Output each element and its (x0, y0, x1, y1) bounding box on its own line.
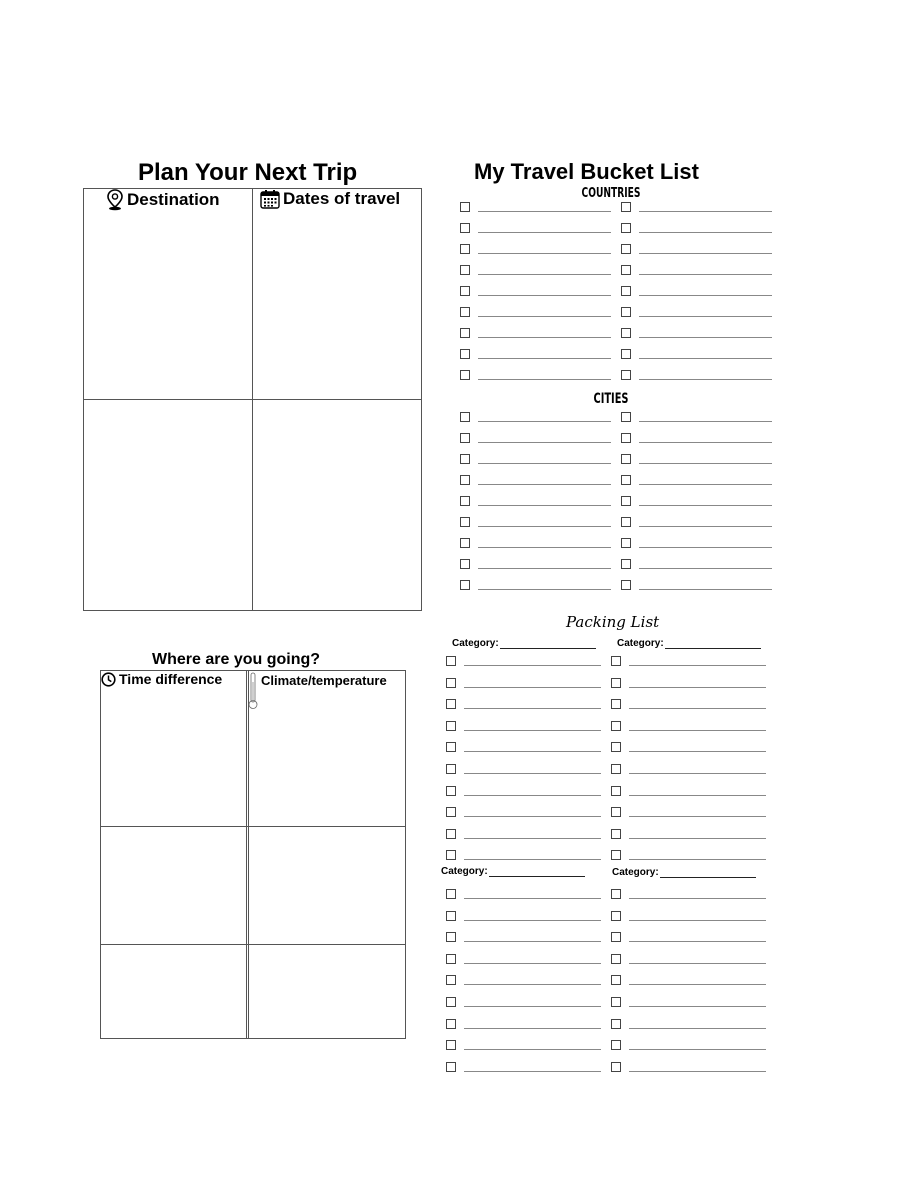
city-checkbox[interactable] (621, 433, 631, 443)
packing-item-checkbox[interactable] (446, 786, 456, 796)
city-write-line[interactable] (478, 547, 611, 548)
packing-item-checkbox[interactable] (446, 954, 456, 964)
packing-item-checkbox[interactable] (446, 678, 456, 688)
packing-item-write-line[interactable] (464, 859, 601, 860)
packing-item-write-line[interactable] (464, 1071, 601, 1072)
country-write-line[interactable] (478, 316, 611, 317)
packing-item-write-line[interactable] (629, 898, 766, 899)
packing-item-checkbox[interactable] (611, 807, 621, 817)
city-checkbox[interactable] (621, 580, 631, 590)
packing-item-write-line[interactable] (629, 751, 766, 752)
country-write-line[interactable] (639, 316, 772, 317)
country-checkbox[interactable] (621, 349, 631, 359)
packing-item-write-line[interactable] (464, 941, 601, 942)
city-write-line[interactable] (639, 442, 772, 443)
city-checkbox[interactable] (460, 412, 470, 422)
packing-item-checkbox[interactable] (611, 721, 621, 731)
thermometer-icon (248, 672, 258, 710)
city-write-line[interactable] (478, 526, 611, 527)
packing-item-write-line[interactable] (464, 687, 601, 688)
country-checkbox[interactable] (460, 349, 470, 359)
city-write-line[interactable] (478, 484, 611, 485)
location-pin-icon (106, 189, 124, 211)
country-write-line[interactable] (639, 358, 772, 359)
country-checkbox[interactable] (460, 328, 470, 338)
country-write-line[interactable] (478, 232, 611, 233)
dates-header (260, 189, 400, 209)
country-checkbox[interactable] (460, 244, 470, 254)
category-3-label: Category: (441, 866, 488, 877)
city-write-line[interactable] (639, 484, 772, 485)
country-checkbox[interactable] (460, 223, 470, 233)
destination-label: Destination (127, 190, 220, 209)
category-1-label: Category: (452, 638, 499, 649)
city-checkbox[interactable] (460, 559, 470, 569)
packing-item-write-line[interactable] (464, 751, 601, 752)
going-grid (100, 670, 406, 1039)
countries-label: COUNTRIES (581, 186, 641, 201)
category-2-label: Category: (617, 638, 664, 649)
packing-item-checkbox[interactable] (446, 1019, 456, 1029)
packing-item-write-line[interactable] (464, 730, 601, 731)
packing-item-checkbox[interactable] (611, 1040, 621, 1050)
packing-item-checkbox[interactable] (611, 742, 621, 752)
packing-title: Packing List (566, 613, 660, 631)
country-checkbox[interactable] (460, 370, 470, 380)
city-checkbox[interactable] (621, 559, 631, 569)
country-write-line[interactable] (478, 253, 611, 254)
country-write-line[interactable] (478, 211, 611, 212)
packing-item-write-line[interactable] (464, 898, 601, 899)
destination-header (106, 189, 220, 211)
country-write-line[interactable] (478, 274, 611, 275)
packing-item-checkbox[interactable] (611, 656, 621, 666)
city-checkbox[interactable] (460, 496, 470, 506)
going-grid-divider-v (246, 670, 247, 1039)
plan-title: Plan Your Next Trip (138, 159, 358, 186)
packing-item-checkbox[interactable] (611, 911, 621, 921)
packing-category-3 (441, 866, 585, 877)
category-4-label: Category: (612, 867, 659, 878)
packing-item-write-line[interactable] (629, 963, 766, 964)
packing-item-checkbox[interactable] (611, 889, 621, 899)
country-write-line[interactable] (639, 232, 772, 233)
going-title: Where are you going? (152, 651, 321, 668)
city-checkbox[interactable] (460, 517, 470, 527)
packing-item-write-line[interactable] (464, 963, 601, 964)
packing-item-checkbox[interactable] (446, 656, 456, 666)
packing-item-checkbox[interactable] (446, 997, 456, 1007)
country-checkbox[interactable] (460, 307, 470, 317)
packing-item-write-line[interactable] (464, 1006, 601, 1007)
packing-item-write-line[interactable] (629, 859, 766, 860)
packing-item-write-line[interactable] (629, 1071, 766, 1072)
packing-item-checkbox[interactable] (611, 1062, 621, 1072)
packing-item-write-line[interactable] (464, 1028, 601, 1029)
packing-item-write-line[interactable] (629, 708, 766, 709)
city-write-line[interactable] (639, 421, 772, 422)
country-write-line[interactable] (639, 379, 772, 380)
packing-item-checkbox[interactable] (611, 764, 621, 774)
city-checkbox[interactable] (460, 475, 470, 485)
country-checkbox[interactable] (621, 202, 631, 212)
country-checkbox[interactable] (621, 370, 631, 380)
packing-item-checkbox[interactable] (446, 742, 456, 752)
country-checkbox[interactable] (621, 223, 631, 233)
country-write-line[interactable] (639, 295, 772, 296)
packing-category-2 (617, 638, 761, 649)
time-label: Time difference (119, 671, 223, 687)
packing-category-1 (452, 638, 596, 649)
category-1-blank[interactable] (500, 638, 596, 649)
packing-item-checkbox[interactable] (611, 1019, 621, 1029)
packing-item-checkbox[interactable] (446, 829, 456, 839)
packing-item-write-line[interactable] (629, 795, 766, 796)
packing-item-checkbox[interactable] (446, 1040, 456, 1050)
city-checkbox[interactable] (460, 580, 470, 590)
packing-item-checkbox[interactable] (446, 932, 456, 942)
packing-item-checkbox[interactable] (446, 764, 456, 774)
city-write-line[interactable] (478, 505, 611, 506)
bucket-title: My Travel Bucket List (474, 159, 699, 184)
packing-item-write-line[interactable] (629, 687, 766, 688)
category-2-blank[interactable] (665, 638, 761, 649)
city-write-line[interactable] (478, 589, 611, 590)
packing-item-write-line[interactable] (629, 984, 766, 985)
packing-item-write-line[interactable] (464, 816, 601, 817)
country-write-line[interactable] (478, 295, 611, 296)
packing-item-checkbox[interactable] (611, 699, 621, 709)
time-header (101, 671, 222, 687)
country-write-line[interactable] (639, 274, 772, 275)
packing-item-checkbox[interactable] (611, 850, 621, 860)
city-write-line[interactable] (478, 442, 611, 443)
packing-item-checkbox[interactable] (611, 932, 621, 942)
packing-item-checkbox[interactable] (446, 911, 456, 921)
dates-label: Dates of travel (283, 189, 401, 208)
packing-item-checkbox[interactable] (446, 975, 456, 985)
city-write-line[interactable] (639, 463, 772, 464)
packing-item-write-line[interactable] (629, 941, 766, 942)
packing-item-write-line[interactable] (629, 816, 766, 817)
city-write-line[interactable] (639, 505, 772, 506)
city-checkbox[interactable] (460, 433, 470, 443)
city-write-line[interactable] (639, 547, 772, 548)
clock-icon (101, 672, 116, 687)
packing-category-4 (612, 867, 756, 878)
packing-item-checkbox[interactable] (611, 678, 621, 688)
country-write-line[interactable] (639, 337, 772, 338)
going-grid-divider-v2 (248, 670, 249, 1039)
city-write-line[interactable] (478, 421, 611, 422)
country-checkbox[interactable] (621, 328, 631, 338)
packing-item-write-line[interactable] (629, 665, 766, 666)
country-checkbox[interactable] (460, 286, 470, 296)
packing-item-write-line[interactable] (629, 1049, 766, 1050)
climate-label: Climate/temperature (261, 673, 387, 688)
packing-item-write-line[interactable] (629, 838, 766, 839)
packing-item-checkbox[interactable] (446, 889, 456, 899)
packing-item-write-line[interactable] (629, 773, 766, 774)
packing-item-checkbox[interactable] (446, 699, 456, 709)
packing-item-write-line[interactable] (464, 1049, 601, 1050)
cities-label: CITIES (593, 391, 629, 407)
packing-item-checkbox[interactable] (611, 975, 621, 985)
country-checkbox[interactable] (621, 265, 631, 275)
country-checkbox[interactable] (460, 202, 470, 212)
city-checkbox[interactable] (621, 454, 631, 464)
packing-item-write-line[interactable] (629, 1028, 766, 1029)
country-checkbox[interactable] (460, 265, 470, 275)
packing-item-write-line[interactable] (629, 730, 766, 731)
packing-item-checkbox[interactable] (611, 997, 621, 1007)
city-checkbox[interactable] (621, 496, 631, 506)
packing-item-write-line[interactable] (464, 773, 601, 774)
country-write-line[interactable] (478, 379, 611, 380)
packing-item-write-line[interactable] (629, 1006, 766, 1007)
packing-item-checkbox[interactable] (446, 850, 456, 860)
category-4-blank[interactable] (660, 867, 756, 878)
city-checkbox[interactable] (621, 538, 631, 548)
country-checkbox[interactable] (621, 286, 631, 296)
calendar-icon (260, 189, 280, 209)
city-write-line[interactable] (639, 526, 772, 527)
packing-item-write-line[interactable] (629, 920, 766, 921)
city-checkbox[interactable] (621, 412, 631, 422)
city-write-line[interactable] (639, 589, 772, 590)
country-checkbox[interactable] (621, 307, 631, 317)
plan-grid-divider-h (83, 399, 422, 400)
country-write-line[interactable] (639, 253, 772, 254)
city-checkbox[interactable] (460, 538, 470, 548)
going-grid-divider-h1 (100, 826, 406, 827)
packing-item-checkbox[interactable] (611, 786, 621, 796)
country-checkbox[interactable] (621, 244, 631, 254)
city-checkbox[interactable] (621, 517, 631, 527)
category-3-blank[interactable] (489, 866, 585, 877)
packing-item-write-line[interactable] (464, 984, 601, 985)
country-write-line[interactable] (478, 337, 611, 338)
city-write-line[interactable] (478, 463, 611, 464)
packing-item-checkbox[interactable] (611, 954, 621, 964)
packing-item-write-line[interactable] (464, 665, 601, 666)
packing-item-write-line[interactable] (464, 708, 601, 709)
packing-item-write-line[interactable] (464, 920, 601, 921)
packing-item-checkbox[interactable] (446, 721, 456, 731)
city-checkbox[interactable] (460, 454, 470, 464)
packing-item-write-line[interactable] (464, 795, 601, 796)
packing-item-checkbox[interactable] (611, 829, 621, 839)
climate-header (248, 672, 387, 710)
packing-item-write-line[interactable] (464, 838, 601, 839)
country-write-line[interactable] (478, 358, 611, 359)
packing-item-checkbox[interactable] (446, 1062, 456, 1072)
city-write-line[interactable] (639, 568, 772, 569)
city-checkbox[interactable] (621, 475, 631, 485)
city-write-line[interactable] (478, 568, 611, 569)
going-grid-divider-h2 (100, 944, 406, 945)
country-write-line[interactable] (639, 211, 772, 212)
packing-item-checkbox[interactable] (446, 807, 456, 817)
